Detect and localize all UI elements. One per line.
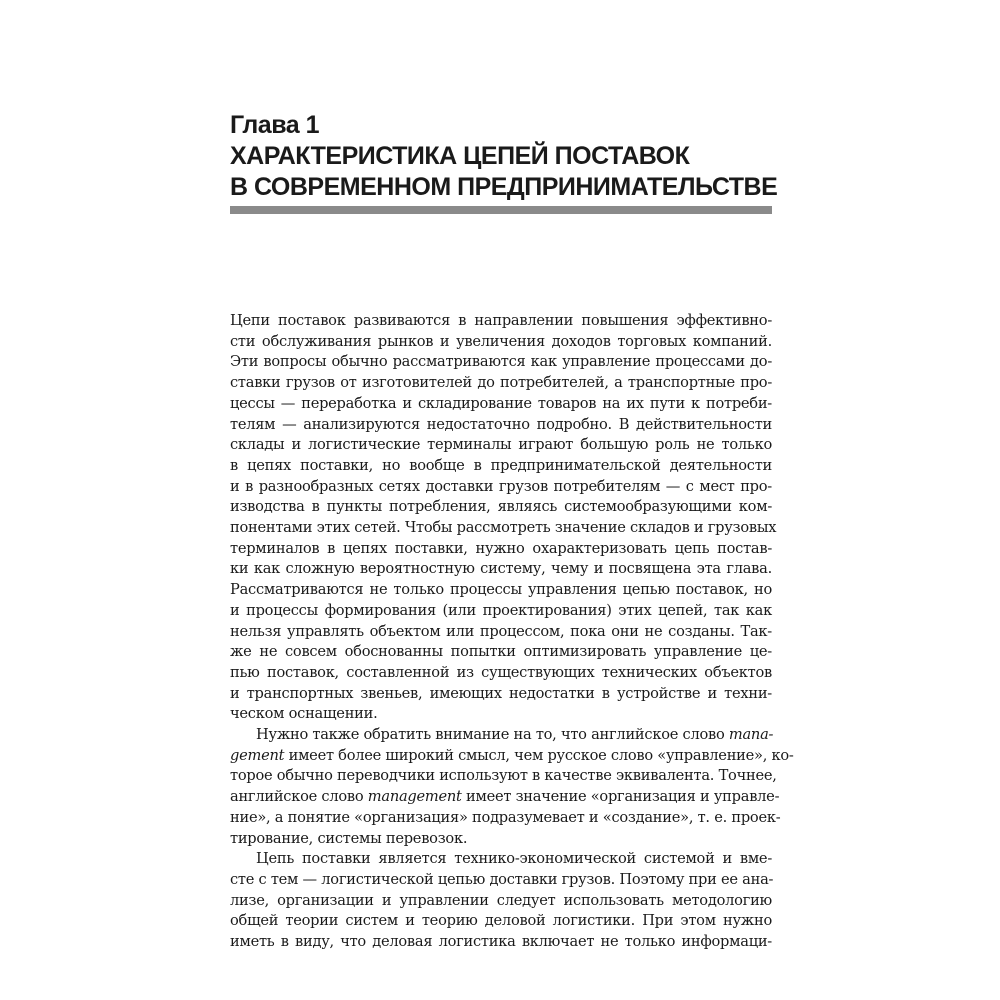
text-line: терминалов в цепях поставки, нужно охарактеризовать цепь постав- (230, 539, 772, 557)
chapter-title-line-1: ХАРАКТЕРИСТИКА ЦЕПЕЙ ПОСТАВОК (230, 142, 690, 170)
text-fragment: торое обычно переводчики используют в качестве эквивалента. Точнее, (230, 767, 777, 785)
italic-term: gement (230, 746, 285, 764)
text-line: иметь в виду, что деловая логистика включает не только информаци- (230, 933, 772, 951)
text-line (230, 808, 781, 829)
text-line: же не совсем обоснованны попытки оптимизировать управление це- (230, 643, 772, 661)
text-line: пью поставок, составленной из существующих технических объектов (230, 663, 772, 681)
text-fragment: имеет значение «организация и управле- (461, 788, 780, 806)
text-line: сте с тем — логистической цепью доставки грузов. Поэтому при ее ана- (230, 870, 774, 888)
text-line: ставки грузов от изготовителей до потребителей, а транспортные про- (230, 374, 772, 392)
text-line: и транспортных звеньев, имеющих недостатки в устройстве и техни- (230, 684, 772, 702)
chapter-title-line-2: В СОВРЕМЕННОМ ПРЕДПРИНИМАТЕЛЬСТВЕ (230, 173, 778, 201)
text-fragment: тирование, системы перевозок. (230, 829, 468, 847)
text-line: Цепи поставок развиваются в направлении повышения эффективно- (230, 312, 772, 329)
text-line (230, 766, 777, 787)
chapter-title-rule (230, 206, 772, 214)
paragraph-1 (230, 311, 777, 725)
text-line: Эти вопросы обычно рассматриваются как управление процессами до- (230, 353, 772, 371)
text-line: ческом оснащении. (230, 705, 378, 723)
text-line: ки как сложную вероятностную систему, чему и посвящена эта глава. (230, 560, 772, 578)
text-line: сти обслуживания рынков и увеличения доходов торговых компаний. (230, 332, 772, 350)
text-line: нельзя управлять объектом или процессом, пока они не созданы. Так- (230, 622, 772, 640)
text-line: общей теории систем и теорию деловой логистики. При этом нужно (230, 912, 772, 930)
text-line: телям — анализируются недостаточно подробно. В действительности (230, 415, 772, 433)
text-line: склады и логистические терминалы играют большую роль не только (230, 436, 772, 454)
italic-term: management (367, 788, 462, 806)
text-line: Рассматриваются не только процессы управления цепью поставок, но (230, 581, 772, 599)
chapter-header (230, 110, 778, 203)
text-line (230, 829, 772, 850)
text-line: Цепь поставки является технико-экономической системой и вме- (256, 850, 772, 868)
text-fragment: Нужно также обратить внимание на то, что английское слово (256, 726, 729, 744)
body-text (230, 311, 794, 953)
text-line (230, 746, 794, 767)
text-line: цессы — переработка и складирование товаров на их пути к потреби- (230, 394, 772, 412)
text-fragment: ние», а понятие «организация» подразумевает и «создание», т. е. проек- (230, 808, 781, 826)
chapter-label: Глава 1 (230, 111, 320, 139)
paragraph-3 (230, 849, 772, 953)
text-fragment: английское слово (230, 788, 368, 806)
text-line (230, 725, 772, 746)
italic-term: mana- (728, 726, 774, 744)
paragraph-2 (230, 725, 794, 849)
text-line (230, 787, 780, 808)
text-line: понентами этих сетей. Чтобы рассмотреть значение складов и грузовых (230, 519, 777, 537)
text-fragment: имеет более широкий смысл, чем русское слово «управление», ко- (284, 746, 794, 764)
text-line: и процессы формирования (или проектирования) этих цепей, так как (230, 601, 772, 619)
text-line: лизе, организации и управлении следует использовать методологию (230, 891, 772, 909)
text-line: изводства в пункты потребления, являясь системообразующими ком- (230, 498, 772, 516)
text-line: в цепях поставки, но вообще в предпринимательской деятельности (230, 456, 772, 474)
text-line: и в разнообразных сетях доставки грузов потребителям — с мест про- (230, 477, 772, 495)
